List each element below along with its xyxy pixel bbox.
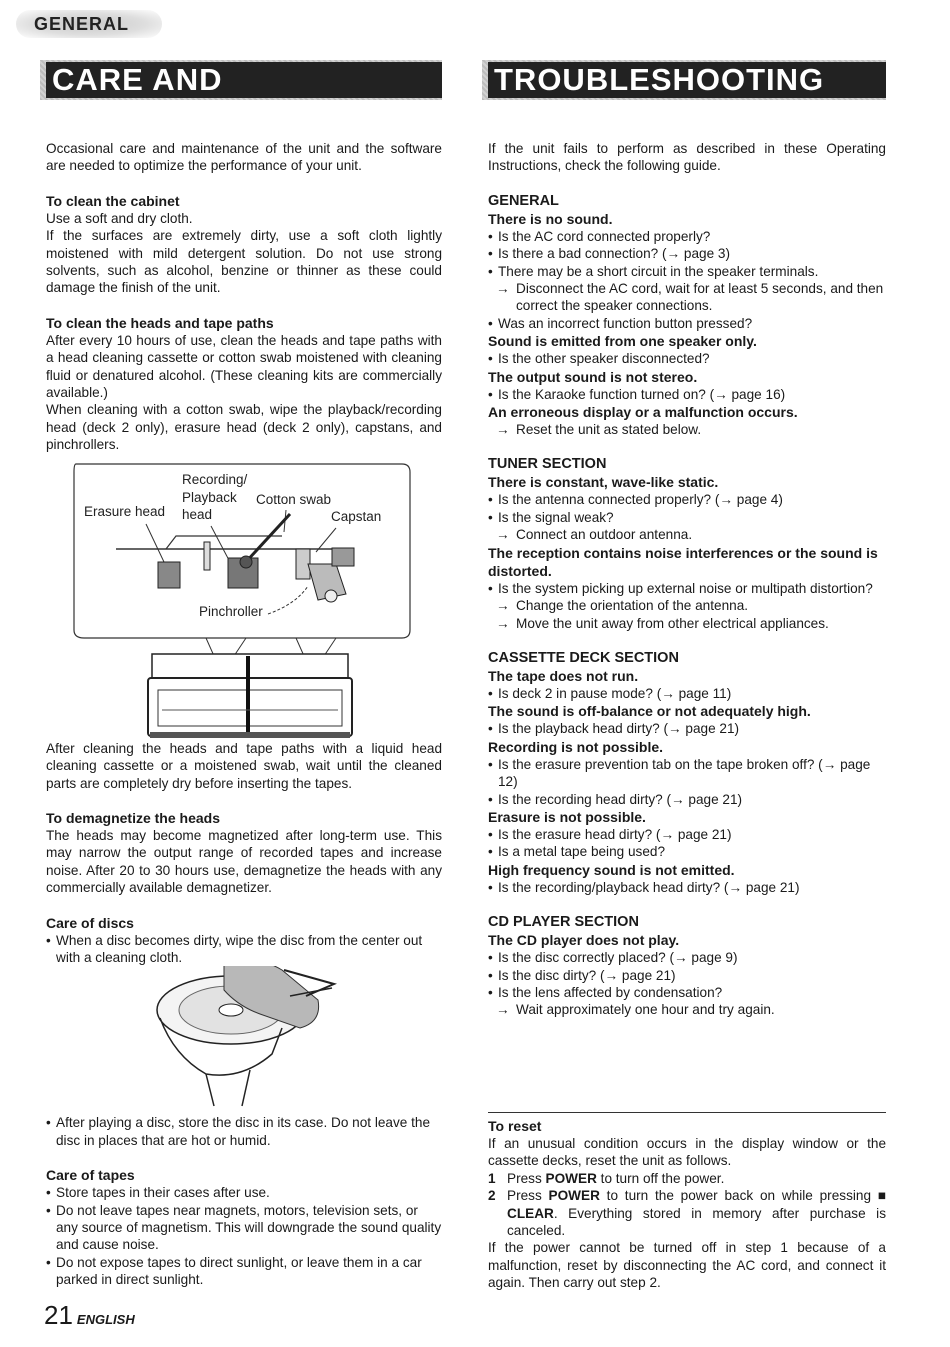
troubleshooting-banner-title: TROUBLESHOOTING GUIDE	[488, 62, 886, 98]
care-intro: Occasional care and maintenance of the unit and the software are needed to optimize the performance of your unit.	[46, 141, 442, 174]
erasure-not-possible-heading: Erasure is not possible.	[488, 808, 646, 825]
tapes-heading: Care of tapes	[46, 1167, 135, 1184]
language-label: ENGLISH	[76, 1312, 135, 1327]
check-item: • Is the erasure prevention tab on the tape broken off? (→ page 12)	[488, 756, 886, 791]
no-sound-heading: There is no sound.	[488, 210, 613, 227]
disc-care-item: • When a disc becomes dirty, wipe the disc from the center out with a cleaning cloth.	[46, 932, 442, 967]
one-speaker-heading: Sound is emitted from one speaker only.	[488, 333, 757, 350]
arrow-icon: →	[496, 527, 510, 543]
cd-not-play-heading: The CD player does not play.	[488, 932, 680, 949]
step-text: to turn off the power.	[596, 1170, 725, 1186]
cassette-section-title: CASSETTE DECK SECTION	[488, 649, 679, 666]
cabinet-line1: Use a soft and dry cloth.	[46, 210, 193, 226]
discs-heading: Care of discs	[46, 914, 134, 931]
power-key-label: POWER	[548, 1188, 600, 1204]
erroneous-display-heading: An erroneous display or a malfunction occurs.	[488, 404, 798, 421]
recording-not-possible-heading: Recording is not possible.	[488, 738, 664, 755]
heads-para2: When cleaning with a cotton swab, wipe the playback/recording head (deck 2 only), erasure head (deck 2 only), capstans, and pinchrollers.	[46, 402, 442, 453]
care-banner-title: CARE AND MAINTENANCE	[46, 62, 442, 98]
cabinet-heading: To clean the cabinet	[46, 192, 180, 209]
troubleshooting-intro: If the unit fails to perform as described in these Operating Instructions, check the following guide.	[488, 141, 886, 174]
step-text: Press	[507, 1188, 549, 1204]
remedy-item	[488, 597, 886, 614]
page-footer	[44, 1300, 135, 1331]
arrow-icon: →	[496, 422, 510, 438]
remedy-item	[488, 615, 886, 632]
check-item: • Is the system picking up external noise or multipath distortion?	[488, 580, 886, 597]
reset-heading: To reset	[488, 1118, 542, 1134]
check-item: • Is the signal weak?	[488, 509, 886, 526]
troubleshooting-banner	[482, 60, 886, 133]
reset-outro: If the power cannot be turned off in step 1 because of a malfunction, reset by disconnecting the AC cord, and connect it again. Then carry out step 2.	[488, 1240, 886, 1291]
power-key-label: POWER	[545, 1170, 597, 1186]
cabinet-line2: If the surfaces are extremely dirty, use a soft cloth lightly moistened with mild detergent solution. Do not use strong solvents, such as alcohol, benzine or thinner as these could damage the finish of the unit.	[46, 228, 442, 296]
reset-section	[488, 1112, 886, 1292]
check-item: • Is the disc correctly placed? (→ page 9)	[488, 949, 886, 966]
reset-intro: If an unusual condition occurs in the display window or the cassette decks, reset the unit as follows.	[488, 1136, 886, 1169]
remedy-text: Wait approximately one hour and try again.	[516, 1002, 775, 1018]
label-pinchroller: Pinchroller	[199, 603, 263, 619]
section-tab	[16, 10, 162, 38]
general-section-title: GENERAL	[488, 192, 559, 209]
clear-key-label: CLEAR	[507, 1205, 554, 1221]
tape-not-run-heading: The tape does not run.	[488, 667, 639, 684]
step-number: 2	[488, 1188, 496, 1204]
arrow-icon: →	[496, 281, 510, 297]
remedy-text: Move the unit away from other electrical appliances.	[516, 615, 829, 631]
remedy-item	[488, 526, 886, 543]
page-number: 21	[44, 1300, 73, 1330]
remedy-item	[488, 280, 886, 315]
tuner-section-title: TUNER SECTION	[488, 456, 607, 473]
tape-care-item: • Do not leave tapes near magnets, motors, television sets, or any source of magnetism. This will downgrade the sound quality and cause noise.	[46, 1202, 442, 1254]
heads-heading: To clean the heads and tape paths	[46, 314, 274, 331]
check-item: • Is the playback head dirty? (→ page 21)	[488, 720, 886, 737]
step-text: . Everything stored in memory after purchase is canceled.	[507, 1205, 886, 1239]
check-item: • Is the antenna connected properly? (→ page 4)	[488, 491, 886, 508]
high-frequency-heading: High frequency sound is not emitted.	[488, 861, 735, 878]
step-number: 1	[488, 1170, 496, 1186]
arrow-icon: →	[496, 615, 510, 631]
tape-care-item: • Do not expose tapes to direct sunlight, or leave them in a car parked in direct sunlight.	[46, 1254, 442, 1289]
cd-section-title: CD PLAYER SECTION	[488, 914, 639, 931]
label-recording: Recording/	[182, 471, 248, 487]
troubleshooting-column	[488, 140, 886, 1019]
demagnetize-text: The heads may become magnetized after long-term use. This may narrow the output range of recorded tapes and increase noise. After 20 to 30 hours use, demagnetize the heads with any commercially available demagnetizer.	[46, 827, 442, 896]
check-item: • Is the AC cord connected properly?	[488, 228, 886, 245]
off-balance-heading: The sound is off-balance or not adequately high.	[488, 703, 811, 720]
remedy-item	[488, 421, 886, 438]
section-tab-label: GENERAL	[34, 14, 130, 34]
tape-care-item: • Store tapes in their cases after use.	[46, 1184, 442, 1201]
check-item: • Is the Karaoke function turned on? (→ page 16)	[488, 386, 886, 403]
remedy-text: Disconnect the AC cord, wait for at least 5 seconds, and then correct the speaker connections.	[516, 281, 884, 314]
arrow-icon: →	[496, 1002, 510, 1018]
remedy-text: Connect an outdoor antenna.	[516, 527, 693, 543]
care-column	[46, 140, 442, 1289]
check-item: • Is the disc dirty? (→ page 21)	[488, 967, 886, 984]
check-item: • Is a metal tape being used?	[488, 843, 886, 860]
disc-storage-item: • After playing a disc, store the disc in its case. Do not leave the disc in places that are hot or humid.	[46, 1114, 442, 1149]
label-cotton-swab: Cotton swab	[256, 491, 332, 507]
check-item: • Is the recording/playback head dirty? (→ page 21)	[488, 879, 886, 896]
after-cleaning-note: After cleaning the heads and tape paths with a liquid head cleaning cassette or a moistened swab, wait until the cleaned parts are completely dry before inserting the tapes.	[46, 740, 442, 791]
arrow-icon: →	[496, 598, 510, 614]
check-item: • Was an incorrect function button pressed?	[488, 315, 886, 332]
check-item: • Is the lens affected by condensation?	[488, 984, 886, 1001]
label-head: head	[182, 506, 213, 522]
remedy-item	[488, 1001, 886, 1018]
care-banner	[40, 60, 442, 133]
remedy-text: Change the orientation of the antenna.	[516, 598, 749, 614]
remedy-text: Reset the unit as stated below.	[516, 422, 702, 438]
check-item: • Is the other speaker disconnected?	[488, 350, 886, 367]
heads-para1: After every 10 hours of use, clean the heads and tape paths with a head cleaning cassette or cotton swab moistened with cleaning fluid or denatured alcohol. (These cleaning kits are commercially available.)	[46, 332, 442, 401]
check-item: • Is deck 2 in pause mode? (→ page 11)	[488, 685, 886, 702]
step-text: to turn the power back on while pressing ■	[599, 1188, 886, 1204]
demagnetize-heading: To demagnetize the heads	[46, 809, 220, 826]
check-item: • There may be a short circuit in the speaker terminals.	[488, 263, 886, 280]
not-stereo-heading: The output sound is not stereo.	[488, 368, 698, 385]
static-heading: There is constant, wave-like static.	[488, 474, 719, 491]
check-item: • Is the erasure head dirty? (→ page 21)	[488, 826, 886, 843]
label-erasure-head: Erasure head	[84, 503, 166, 519]
disc-wiping-illustration	[46, 966, 442, 1114]
step-text: Press	[507, 1170, 546, 1186]
label-playback: Playback	[182, 489, 237, 505]
reception-noise-heading: The reception contains noise interferences or the sound is distorted.	[488, 544, 878, 579]
label-capstan: Capstan	[331, 508, 382, 524]
check-item: • Is there a bad connection? (→ page 3)	[488, 245, 886, 262]
reset-divider	[488, 1112, 886, 1113]
check-item: • Is the recording head dirty? (→ page 21)	[488, 791, 886, 808]
reset-step-1	[488, 1170, 886, 1187]
reset-step-2	[488, 1187, 886, 1239]
head-cleaning-diagram	[46, 454, 442, 740]
